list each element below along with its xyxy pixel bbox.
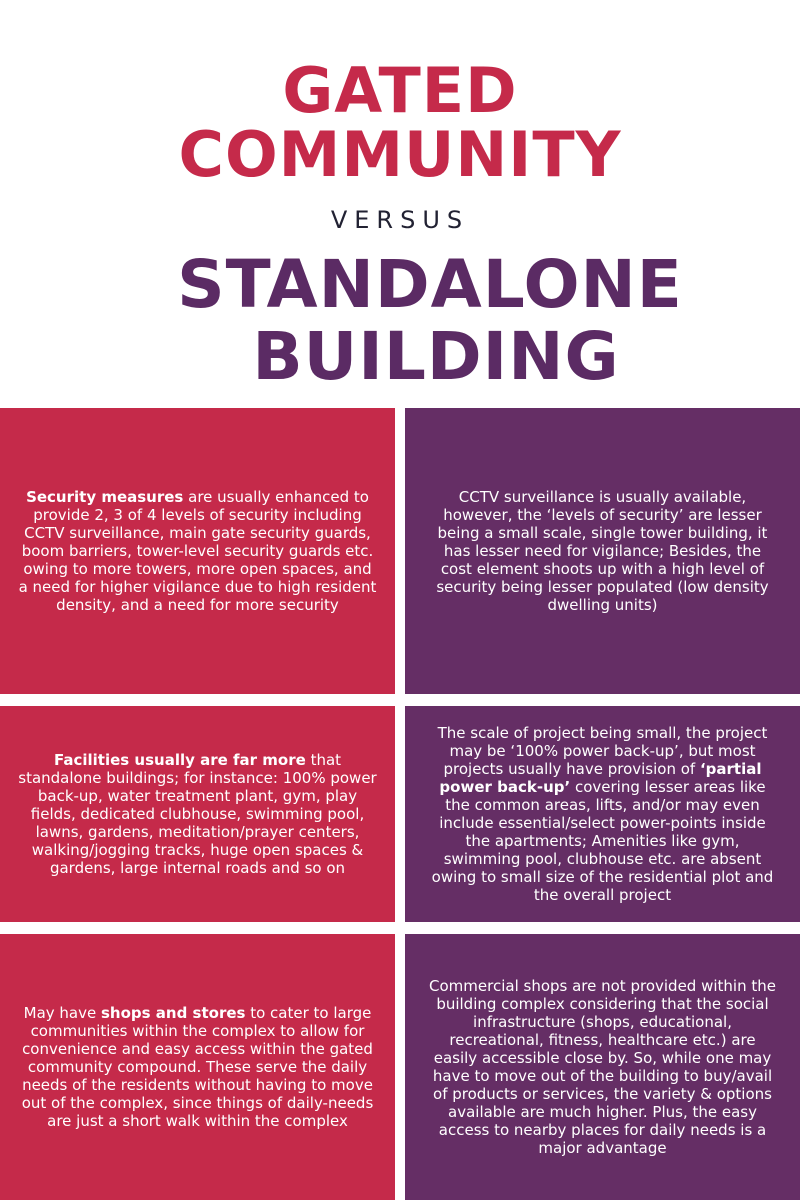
standalone-shops-panel (405, 934, 800, 1200)
gated-facilities-heading: Facilities usually are far more (53, 751, 306, 769)
gated-facilities-panel (0, 706, 395, 922)
gated-security-body: are usually enhanced to provide 2, 3 of 4 levels of security including CCTV surveillance, main gate security guards, boom barriers, tower-level security guards etc. owing to more towers, more open spaces, and a need for higher vigilance due to high resident density, and a need for more security (18, 488, 377, 614)
standalone-facilities-panel (405, 706, 800, 922)
standalone-facilities-body-before: The scale of project being small, the project may be ‘100% power back-up’, but most projects usually have provision of (437, 724, 768, 778)
standalone-security-text: CCTV surveillance is usually available, however, the ‘levels of security’ are lesser being a small scale, single tower building, it has lesser need for vigilance; Besides, the cost element shoots up with a high level of security being lesser populated (low density dwelling units) (436, 488, 769, 614)
gated-security-text (18, 488, 377, 614)
gated-facilities-body: that standalone buildings; for instance: 100% power back-up, water treatment plant, gym, play fields, dedicated clubhouse, swimming pool, lawns, gardens, meditation/prayer centers, walking/jogging tracks, huge open spaces & gardens, large internal roads and so on (18, 751, 377, 877)
gated-shops-text (18, 1004, 377, 1130)
gated-shops-highlight: shops and stores (100, 1004, 246, 1022)
title-building: BUILDING (252, 318, 620, 395)
title-versus: VERSUS (330, 206, 470, 234)
title-community: COMMUNITY (178, 118, 622, 191)
gated-shops-body-before: May have (23, 1004, 101, 1022)
standalone-shops-text: Commercial shops are not provided within the building complex considering that the social infrastructure (shops, educational, recreational, fitness, healthcare etc.) are easily accessible close by. So, while one may have to move out of the building to buy/avail of products or services, the variety & options available are much higher. Plus, the easy access to nearby places for daily needs is a major advantage (429, 977, 776, 1157)
standalone-facilities-body-after: covering lesser areas like the common areas, lifts, and/or may even include essential/select power-points inside the apartments; Amenities like gym, swimming pool, clubhouse etc. are absent owing to small size of the residential plot and the overall project (431, 778, 774, 904)
gated-security-heading: Security measures (26, 488, 184, 506)
standalone-facilities-text (429, 724, 776, 904)
standalone-facilities-highlight: ‘partial power back-up’ (439, 760, 762, 796)
title-standalone: STANDALONE (177, 246, 683, 323)
title-gated: GATED (282, 54, 518, 127)
gated-shops-panel (0, 934, 395, 1200)
gated-shops-body-after: to cater to large communities within the complex to allow for convenience and easy access within the gated community compound. These serve the daily needs of the residents without having to move out of the complex, since things of daily-needs are just a short walk within the complex (21, 1004, 374, 1130)
gated-facilities-text (18, 751, 377, 877)
gated-security-panel (0, 408, 395, 694)
standalone-security-panel (405, 408, 800, 694)
